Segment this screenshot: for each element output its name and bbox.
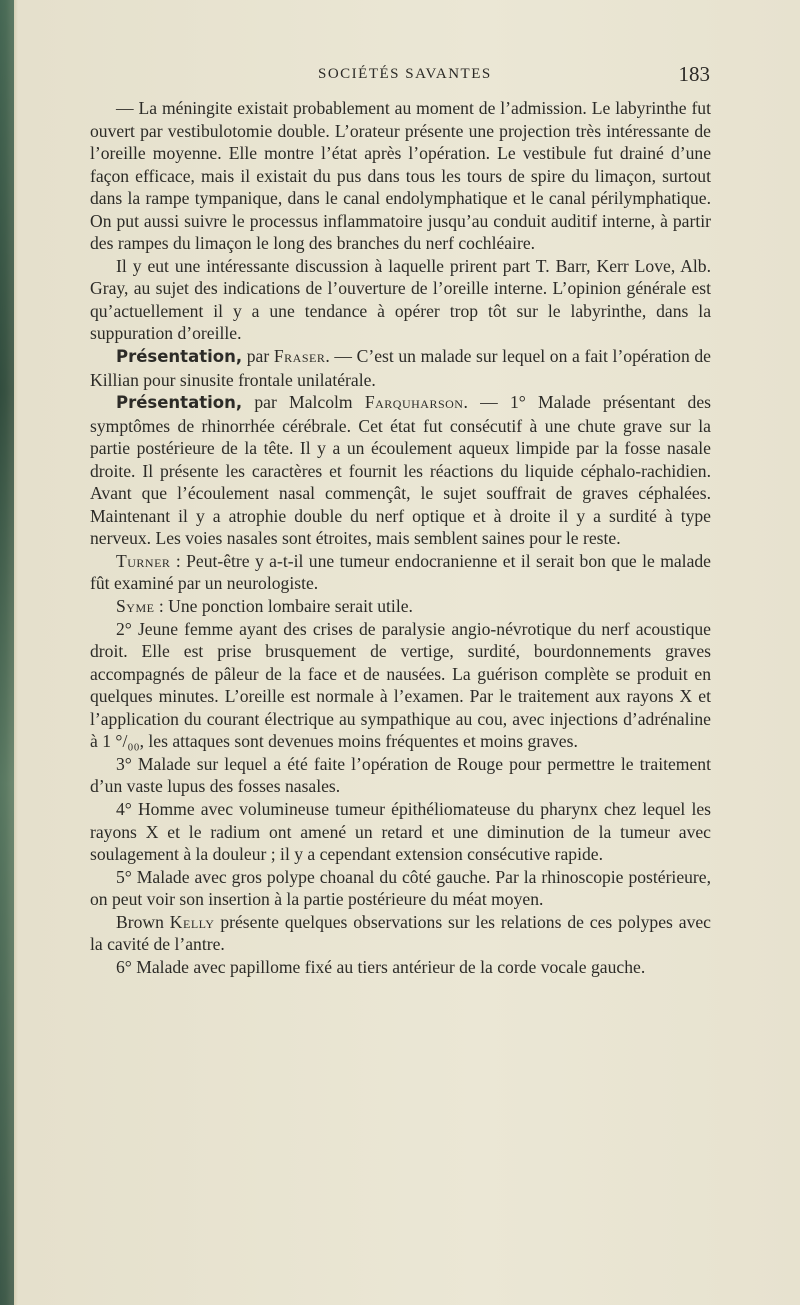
paragraph-case-3: 3° Malade sur lequel a été faite l’opération de Rouge pour permettre le traitement d’un vaste lupus des fosses nasales.	[90, 753, 711, 797]
paragraph-text: : Peut-être y a-t-il une tumeur endocranienne et il serait bon que le malade fût examiné par un neurologiste.	[90, 550, 711, 594]
speaker-name: Turner	[116, 550, 171, 571]
paragraph-discussion: Il y eut une intéressante discussion à laquelle prirent part T. Barr, Kerr Love, Alb. Gray, au sujet des indications de l’ouverture de l’oreille interne. L’opinion générale est qu’actuellement il y a une tendance à opérer trop tôt sur le labyrinthe, dans la suppuration d’oreille.	[90, 255, 711, 344]
paragraph-text: . — 1° Malade présentant des symptômes de rhinorrhée cérébrale. Cet état fut consécutif à une chute grave sur la partie postérieure de la tête. Il y a un écoulement aqueux limpide par la fosse nasale droite. Il présente les caractères et fournit les réactions du liquide céphalo-rachidien. Avant que l’écoulement nasal commençât, le sujet souffrait de graves céphalées. Maintenant il y a atrophie double du nerf optique et à droite il y a surdité à type nerveux. Les voies nasales sont étroites, mais semblent saines pour le reste.	[90, 392, 712, 549]
speaker-name: Syme	[116, 596, 155, 617]
paragraph-text: présente quelques observations sur les relations de ces polypes avec la cavité de l’antre.	[90, 911, 711, 955]
presentation-by: par	[242, 346, 274, 367]
paragraph-kelly	[90, 911, 711, 956]
speaker-prefix: Brown	[116, 911, 170, 932]
page-body	[90, 97, 711, 978]
paragraph-case-2: 2° Jeune femme ayant des crises de paralysie angio-névrotique du nerf acoustique droit. Elle est prise brusquement de vertige, surdité, bourdonnements graves accompagnés de pâleur de la face et de nausées. La guérison complète se produit en quelques minutes. L’oreille est normale à l’examen. Par le traitement aux rayons X et l’application du courant électrique au sympathique au cou, avec injections d’adrénaline à 1 °/₀₀, les attaques sont devenues moins fréquentes et moins graves.	[90, 618, 711, 752]
paragraph-turner	[90, 550, 711, 595]
paragraph-syme	[90, 595, 711, 618]
speaker-name: Fraser	[273, 346, 326, 367]
paragraph-text: . — C’est un malade sur lequel on a fait l’opération de Killian pour sinusite frontale unilatérale.	[90, 346, 711, 390]
page-number: 183	[678, 62, 710, 86]
presentation-by: par Malcolm	[242, 392, 365, 413]
paragraph-text: : Une ponction lombaire serait utile.	[154, 596, 413, 617]
paragraph-case-6: 6° Malade avec papillome fixé au tiers antérieur de la corde vocale gauche.	[116, 956, 646, 977]
paragraph-meningitis: — La méningite existait probablement au moment de l’admission. Le labyrinthe fut ouvert par vestibulotomie double. L’orateur présente une projection très intéressante de l’oreille moyenne. Elle montre l’état après l’opération. Le vestibule fut drainé d’une façon efficace, mais il existait du pus dans tous les tours de spire du limaçon, surtout dans la rampe tympanique, dans le canal endolymphatique et le canal périlymphatique. On put aussi suivre le processus inflammatoire jusqu’au conduit auditif interne, à partir des rampes du limaçon le long des branches du nerf cochléaire.	[90, 98, 711, 254]
presentation-label: Présentation,	[116, 347, 243, 367]
book-spine-edge	[0, 0, 14, 1305]
presentation-label: Présentation,	[116, 393, 243, 413]
paragraph-presentation-fraser	[90, 345, 711, 391]
page-header	[90, 62, 710, 90]
speaker-name: Kelly	[169, 911, 215, 932]
paragraph-case-4: 4° Homme avec volumineuse tumeur épithéliomateuse du pharynx chez lequel les rayons X et le radium ont amené un retard et une diminution de la tumeur avec soulagement à la douleur ; il y a cependant extension consécutive rapide.	[90, 798, 711, 865]
running-title: SOCIÉTÉS SAVANTES	[318, 66, 492, 82]
paragraph-case-5: 5° Malade avec gros polype choanal du côté gauche. Par la rhinoscopie postérieure, on peut voir son insertion à la partie postérieure du méat moyen.	[90, 866, 711, 910]
speaker-name: Farquharson	[364, 392, 464, 413]
paragraph-presentation-farquharson	[90, 391, 711, 550]
